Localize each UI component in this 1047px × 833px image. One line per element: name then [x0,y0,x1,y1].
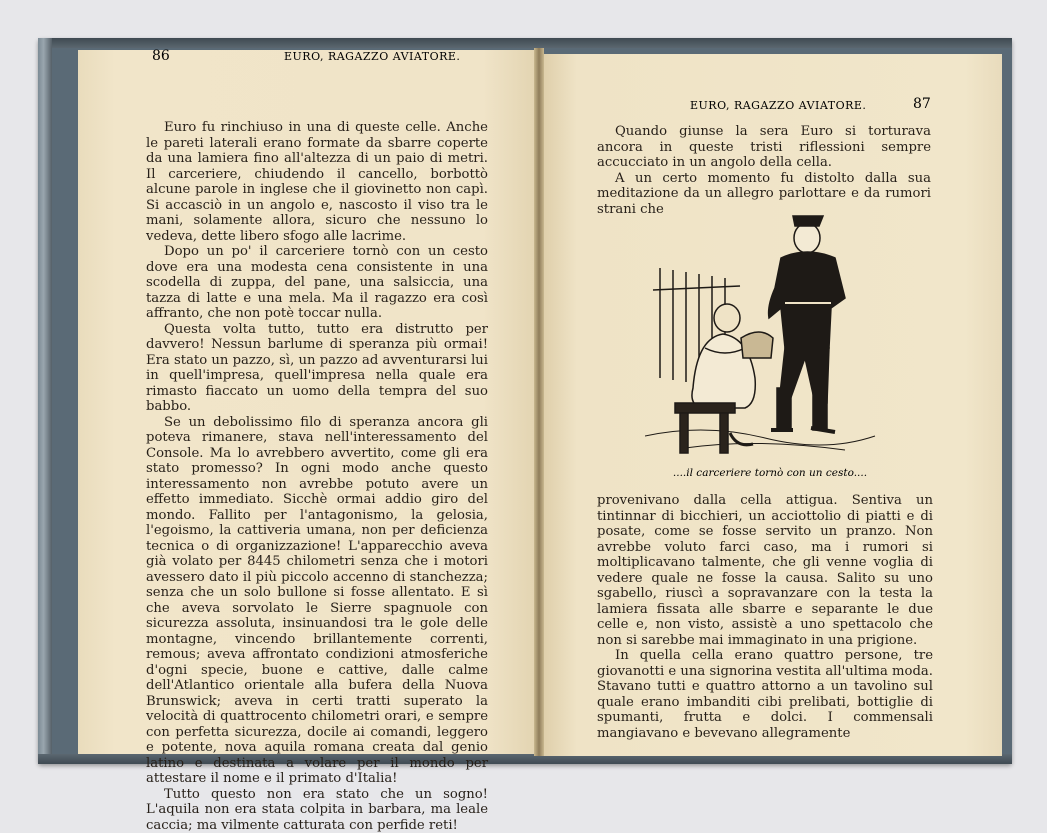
prison-guard-illustration [645,198,880,460]
left-running-header: EURO, RAGAZZO AVIATORE. [284,50,460,63]
book-gutter [534,48,544,756]
left-page-number: 86 [152,48,170,64]
paragraph: Se un debolissimo filo di speranza ancora gli poteva rimanere, stava nell'interessamento del Console. Ma lo avrebbero avvertito, come gli era stato promesso? In ogni modo anche questo interessamento non avrebbe potuto avere un effetto immediato. Sicchè ormai addio giro del mondo. Fallito per l'antagonismo, la gelosia, l'egoismo, la cattiveria umana, non per deficienza tecnica o di organizzazione! L'apparecchio aveva già volato per 8445 chilometri senza che i motori avessero dato il più piccolo accenno di stanchezza; senza che un solo bullone si fosse allentato. E sì che aveva sorvolato le Sierre spagnuole con sicurezza assoluta, insinuandosi tra le gole delle montagne, vincendo brillantemente correnti, remous; aveva affrontato condizioni atmosferiche d'ogni specie, buone e cattive, dalle calme dell'Atlantico orientale alla bufera della Nuova Brunswick; aveva in certi tratti superato la velocità di quattrocento chilometri orari, e sempre con perfetta sicurezza, docile ai comandi, leggero e potente, nova aquila romana creata dal genio latino e destinata a volare per il mondo per attestare il nome e il primato d'Italia! [146,415,488,787]
paragraph: Euro fu rinchiuso in una di queste celle. Anche le pareti laterali erano formate da sbarre coperte da una lamiera fino all'altezza di un paio di metri. Il carceriere, chiudendo il cancello, borbottò alcune parole in inglese che il giovinetto non capì. Si accasciò in un angolo e, nascosto il viso tra le mani, solamente allora, sicuro che nessuno lo vedeva, dette libero sfogo alle lacrime. [146,120,488,244]
book-edge-left [38,38,52,764]
paragraph: Dopo un po' il carceriere tornò con un cesto dove era una modesta cena consistente in una scodella di zuppa, del pane, una salsiccia, una tazza di latte e una mela. Ma il ragazzo era così affranto, che non potè toccar nulla. [146,244,488,322]
right-page-number: 87 [913,96,931,112]
illustration-caption: ....il carceriere tornò con un cesto.... [660,467,880,479]
paragraph: Quando giunse la sera Euro si torturava ancora in queste tristi riflessioni sempre accucciato in un angolo della cella. [597,124,931,171]
paragraph: In quella cella erano quattro persone, tre giovanotti e una signorina vestita all'ultima moda. Stavano tutti e quattro attorno a un tavolino sul quale erano imbanditi cibi prelibati, bottiglie di spumanti, frutta e dolci. I commensali mangiavano e bevevano allegramente [597,648,933,741]
paragraph: provenivano dalla cella attigua. Sentiva un tintinnar di bicchieri, un acciottolio di piatti e di posate, come se fosse servito un pranzo. Non avrebbe voluto farci caso, ma i rumori si moltiplicavano talmente, che gli venne voglia di vedere quale ne fosse la causa. Salito su uno sgabello, riuscì a sopravanzare con la testa la lamiera fissata alle sbarre e separante le due celle e, non visto, assistè a uno spettacolo che non si sarebbe mai immaginato in una prigione. [597,493,933,648]
right-running-header: EURO, RAGAZZO AVIATORE. [690,99,866,112]
paragraph: A un certo momento fu distolto dalla sua meditazione da un allegro parlottare e da rumori strani che [597,171,931,218]
right-page-body-bottom [597,493,933,741]
left-page-body [146,120,488,833]
paragraph: Tutto questo non era stato che un sogno! L'aquila non era stata colpita in barbara, ma leale caccia; ma vilmente catturata con perfide reti! [146,787,488,833]
paragraph: Questa volta tutto, tutto era distrutto per davvero! Nessun barlume di speranza più ormai! Era stato un pazzo, sì, un pazzo ad avventurarsi lui in quell'impresa, quell'impresa nella quale era rimasto fiaccato un uomo della tempra del suo babbo. [146,322,488,415]
book-edge-top [38,38,1012,48]
